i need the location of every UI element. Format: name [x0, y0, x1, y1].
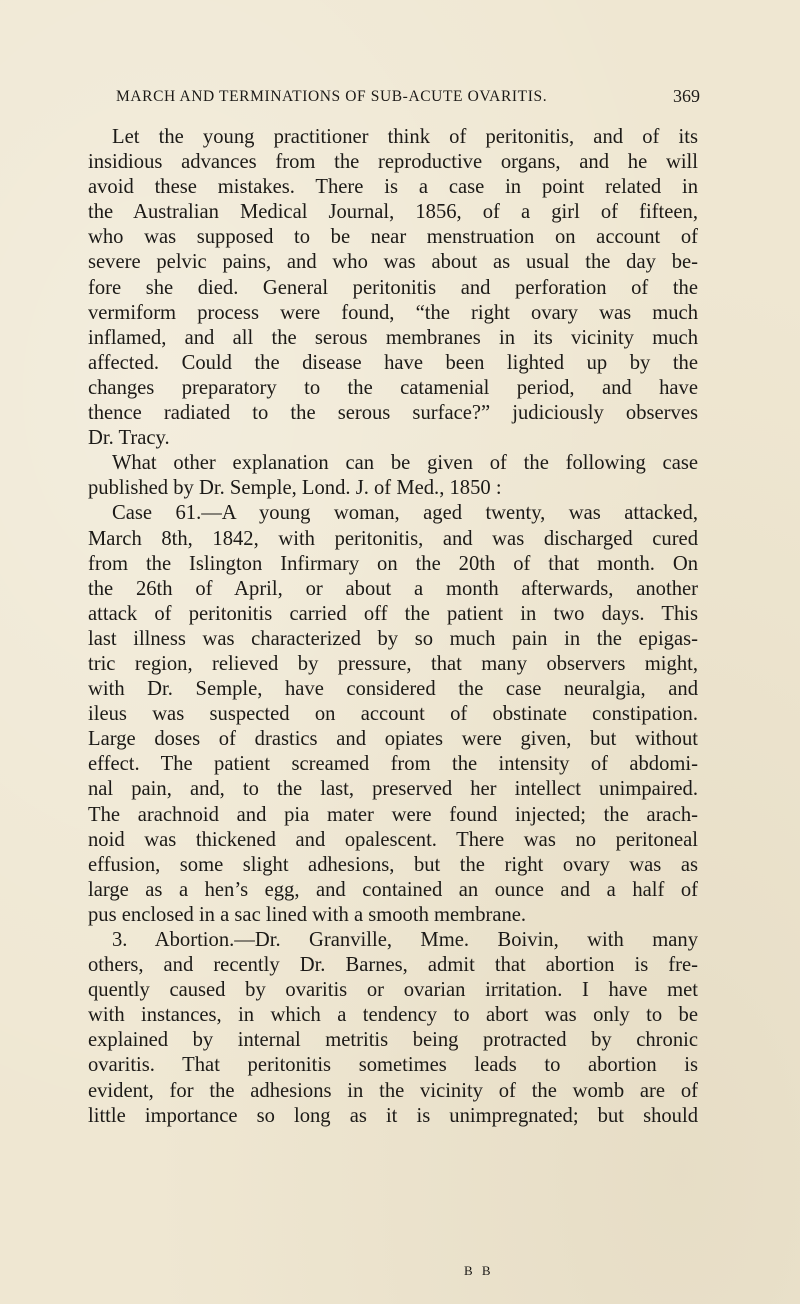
text-line: 3. Abortion.—Dr. Granville, Mme. Boivin, with many — [112, 929, 698, 951]
text-line: published by Dr. Semple, Lond. J. of Med., 1850 : — [88, 477, 502, 500]
text-line: severe pelvic pains, and who was about as usual the day be- — [88, 251, 698, 274]
text-line: from the Islington Infirmary on the 20th of that month. On — [88, 552, 698, 575]
text-line: large as a hen’s egg, and contained an ounce and a half of — [88, 878, 698, 901]
text-line: tric region, relieved by pressure, that many observers might, — [88, 652, 698, 675]
signature-mark: B B — [464, 1263, 494, 1278]
text-line: ovaritis. That peritonitis sometimes leads to abortion is — [88, 1054, 698, 1077]
text-line: What other explanation can be given of the following case — [112, 452, 698, 475]
text-line: Case 61.—A young woman, aged twenty, was attacked, — [112, 502, 698, 525]
text-line: changes preparatory to the catamenial period, and have — [88, 376, 698, 399]
text-line: effusion, some slight adhesions, but the right ovary was as — [88, 853, 698, 876]
text-line: avoid these mistakes. There is a case in point related in — [88, 176, 698, 199]
text-line: pus enclosed in a sac lined with a smooth membrane. — [88, 903, 527, 926]
text-line: others, and recently Dr. Barnes, admit that abortion is fre- — [88, 954, 698, 977]
text-line: inflamed, and all the serous membranes in its vicinity much — [88, 326, 698, 349]
text-line: little importance so long as it is unimpregnated; but should — [88, 1104, 698, 1127]
text-line: the 26th of April, or about a month afterwards, another — [88, 577, 698, 600]
text-line: explained by internal metritis being protracted by chronic — [88, 1029, 698, 1052]
text-line: Large doses of drastics and opiates were given, but without — [88, 728, 698, 751]
running-head-title: MARCH AND TERMINATIONS OF SUB-ACUTE OVARITIS. — [116, 88, 548, 105]
text-line: March 8th, 1842, with peritonitis, and was discharged cured — [88, 527, 698, 550]
text-line: noid was thickened and opalescent. There was no peritoneal — [88, 828, 698, 851]
text-line: who was supposed to be near menstruation on account of — [88, 226, 698, 249]
text-line: nal pain, and, to the last, preserved her intellect unimpaired. — [88, 778, 698, 801]
text-line: effect. The patient screamed from the intensity of abdomi- — [88, 753, 698, 776]
text-line: vermiform process were found, “the right ovary was much — [88, 301, 698, 324]
text-line: affected. Could the disease have been lighted up by the — [88, 351, 698, 374]
text-line: with Dr. Semple, have considered the case neuralgia, and — [88, 678, 698, 701]
text-line: the Australian Medical Journal, 1856, of a girl of fifteen, — [88, 201, 698, 224]
text-line: insidious advances from the reproductive organs, and he will — [88, 151, 698, 174]
running-head — [116, 88, 700, 114]
text-line: Dr. Tracy. — [88, 427, 170, 450]
text-line: last illness was characterized by so much pain in the epigas- — [88, 627, 698, 650]
text-line: Let the young practitioner think of peritonitis, and of its — [112, 126, 698, 148]
text-line: The arachnoid and pia mater were found injected; the arach- — [88, 803, 698, 826]
body-text — [88, 125, 698, 1129]
text-line: quently caused by ovaritis or ovarian irritation. I have met — [88, 979, 698, 1002]
text-line: thence radiated to the serous surface?” judiciously observes — [88, 402, 698, 425]
text-line: evident, for the adhesions in the vicinity of the womb are of — [88, 1079, 698, 1102]
text-line: with instances, in which a tendency to abort was only to be — [88, 1004, 698, 1027]
text-line: fore she died. General peritonitis and perforation of the — [88, 276, 698, 299]
text-line: ileus was suspected on account of obstinate constipation. — [88, 703, 698, 726]
text-line: attack of peritonitis carried off the patient in two days. This — [88, 602, 698, 625]
page-number: 369 — [673, 86, 700, 106]
